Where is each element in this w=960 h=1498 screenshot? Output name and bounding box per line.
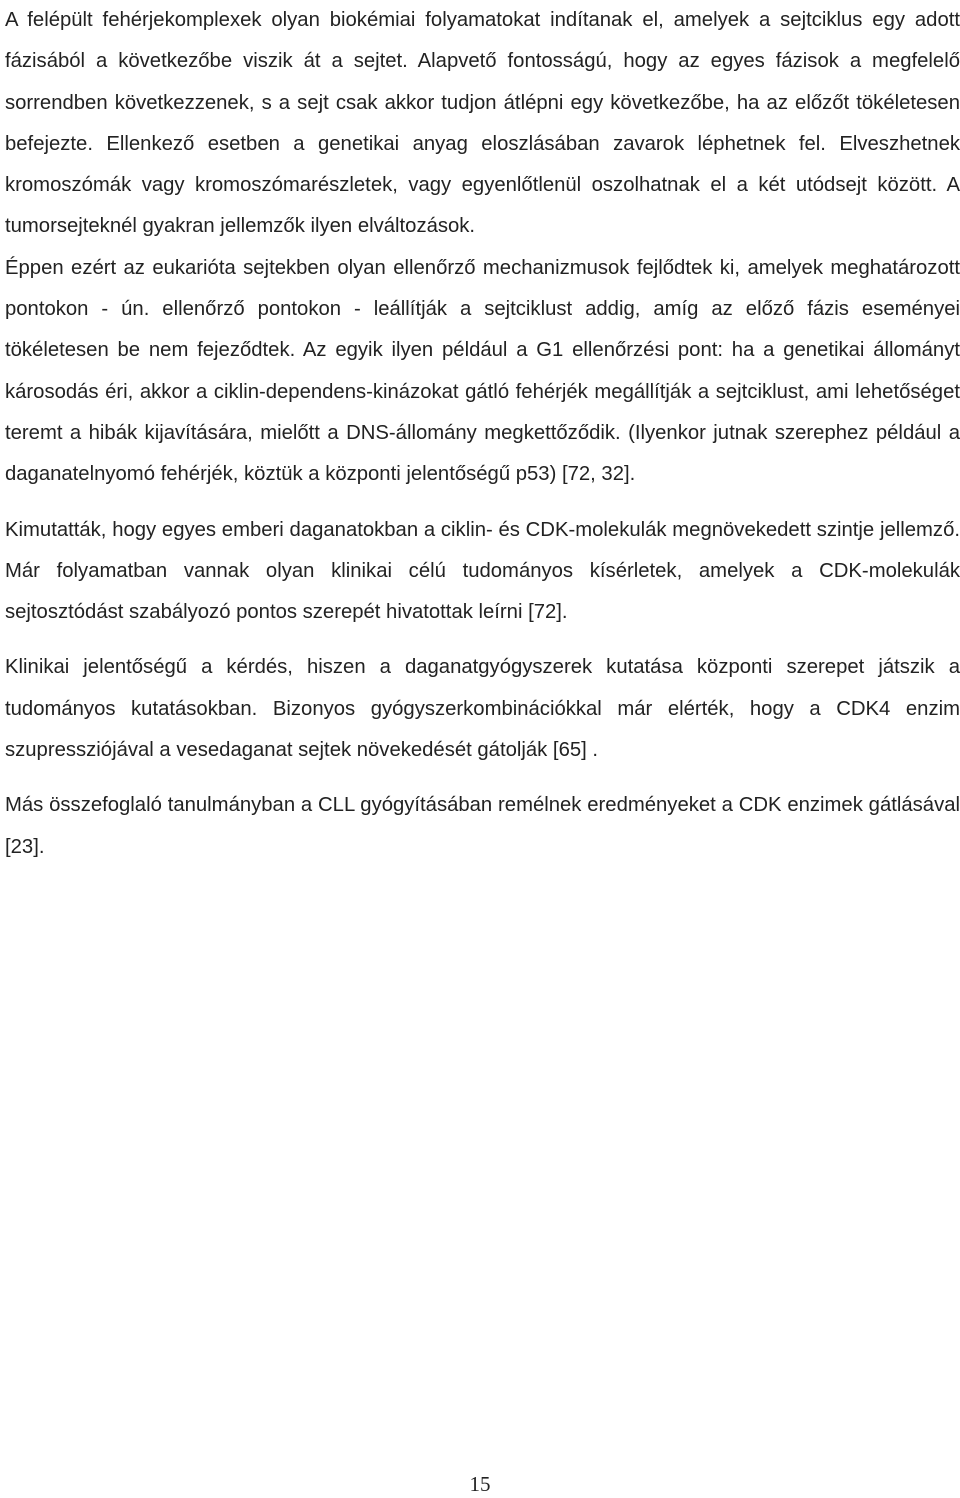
paragraph-cll-review: Más összefoglaló tanulmányban a CLL gyógyításában remélnek eredményeket a CDK enzimek gátlásával [23].	[5, 794, 960, 858]
paragraph-clinical-significance: Klinikai jelentőségű a kérdés, hiszen a daganatgyógyszerek kutatása központi szerepet játszik a tudományos kutatásokban. Bizonyos gyógyszerkombinációkkal már elérték, hogy a CDK4 enzim szupressziójával a vesedaganat sejtek növekedését gátolják [65] .	[5, 656, 960, 762]
paragraph-cell-cycle-intro: A felépült fehérjekomplexek olyan biokémiai folyamatokat indítanak el, amelyek a sejtciklus egy adott fázisából a következőbe viszik át a sejtet. Alapvető fontosságú, hogy az egyes fázisok a megfelelő sorrendben következzenek, s a sejt csak akkor tudjon átlépni egy következőbe, ha az előzőt tökéletesen befejezte. Ellenkező esetben a genetikai anyag eloszlásában zavarok léphetnek fel. Elveszhetnek kromoszómák vagy kromoszómarészletek, vagy egyenlőtlenül oszolhatnak el a két utódsejt között. A tumorsejteknél gyakran jellemzők ilyen elváltozások.	[5, 9, 960, 238]
page-number: 15	[469, 1472, 491, 1496]
paragraph-checkpoints: Éppen ezért az eukarióta sejtekben olyan ellenőrző mechanizmusok fejlődtek ki, amelyek meghatározott pontokon - ún. ellenőrző pontokon - leállítják a sejtciklust addig, amíg az előző fázis eseményei tökéletesen be nem fejeződtek. Az egyik ilyen például a G1 ellenőrzési pont: ha a genetikai állományt károsodás éri, akkor a ciklin-dependens-kinázokat gátló fehérjék megállítják a sejtciklust, ami lehetőséget teremt a hibák kijavítására, mielőtt a DNS-állomány megkettőződik. (Ilyenkor jutnak szerephez például a daganatelnyomó fehérjék, köztük a központi jelentőségű p53) [72, 32].	[5, 256, 960, 486]
paragraph-cdk-tumors: Kimutatták, hogy egyes emberi daganatokban a ciklin- és CDK-molekulák megnövekedett szintje jellemző. Már folyamatban vannak olyan klinikai célú tudományos kísérletek, amelyek a CDK-molekulák sejtosztódást szabályozó pontos szerepét hivatottak leírni [72].	[5, 518, 960, 624]
document-body	[5, 0, 960, 868]
